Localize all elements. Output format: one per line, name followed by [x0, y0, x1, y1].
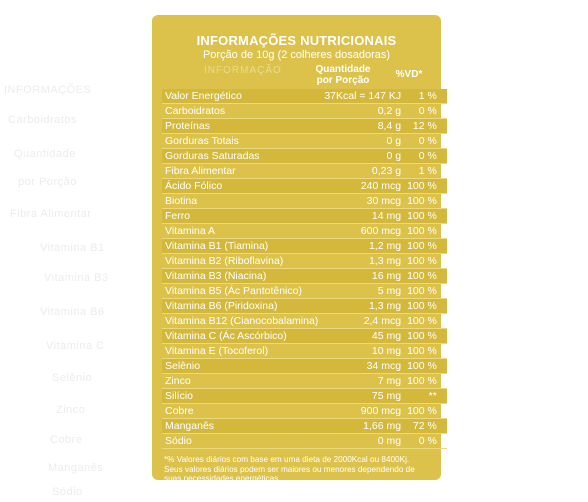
footnote: *% Valores diários com base em uma dieta de 2000Kcal ou 8400Kj. Seus valores diários podem ser maiores ou menores dependendo de suas necessidades energéticas.: [164, 455, 415, 483]
nutrient-quantity: 600 mcg: [360, 225, 402, 237]
nutrient-vd: 72 %: [404, 419, 447, 434]
table-row: [162, 134, 447, 149]
nutrient-quantity: 1,3 mg: [321, 299, 404, 314]
nutrient-name: Vitamina B3 (Niacina): [162, 269, 321, 284]
ghost-text: Carboidratos: [8, 114, 77, 126]
nutrient-name: Selênio: [162, 359, 321, 374]
table-row: [162, 89, 447, 104]
nutrient-quantity: 16 mg: [321, 269, 404, 284]
ghost-text: Sódio: [52, 486, 83, 498]
nutrient-quantity: 0 mg: [377, 435, 402, 447]
vd-column-header: %VD*: [395, 69, 423, 80]
table-row: [162, 224, 447, 239]
table-row: [162, 284, 447, 299]
nutrient-vd: **: [404, 389, 447, 404]
nutrient-vd: 100 %: [407, 285, 437, 297]
table-row: [162, 269, 447, 284]
nutrient-name: Proteínas: [162, 119, 321, 134]
nutrient-name: Silício: [162, 389, 321, 404]
nutrient-quantity: 14 mg: [321, 209, 404, 224]
nutrition-facts-panel: [152, 15, 441, 483]
nutrient-quantity: 0 g: [321, 149, 404, 164]
table-row: [162, 299, 447, 314]
nutrient-quantity: 1,66 mg: [321, 419, 404, 434]
nutrient-name: Fibra Alimentar: [165, 165, 236, 177]
nutrient-quantity: 5 mg: [377, 285, 402, 297]
ghost-text: Vitamina B1: [40, 242, 105, 254]
table-row: [162, 419, 447, 434]
nutrient-vd: 0 %: [418, 135, 437, 147]
ghost-text: por Porção: [18, 176, 77, 188]
nutrient-vd: 100 %: [407, 255, 437, 267]
nutrient-quantity: 75 mg: [321, 389, 404, 404]
nutrient-vd: 100 %: [407, 375, 437, 387]
nutrient-name: Zinco: [165, 375, 191, 387]
nutrient-vd: 100 %: [404, 359, 447, 374]
nutrient-vd: 100 %: [407, 225, 437, 237]
nutrient-name: Vitamina A: [165, 225, 216, 237]
ghost-text: Vitamina C: [46, 340, 105, 352]
table-row: [162, 434, 447, 449]
nutrient-name: Cobre: [165, 405, 194, 417]
table-row: [162, 374, 447, 389]
nutrient-vd: 100 %: [407, 405, 437, 417]
nutrient-name: Ácido Fólico: [162, 179, 321, 194]
nutrient-vd: 100 %: [407, 195, 437, 207]
nutrient-name: Vitamina B12 (Cianocobalamina): [165, 315, 319, 327]
table-row: [162, 164, 447, 179]
nutrient-vd: 100 %: [407, 315, 437, 327]
nutrient-quantity: 900 mcg: [360, 405, 402, 417]
table-row: [162, 389, 447, 404]
nutrient-name: Vitamina B2 (Riboflavina): [165, 255, 284, 267]
table-row: [162, 119, 447, 134]
nutrient-quantity: 1,2 mg: [321, 239, 404, 254]
nutrient-vd: 100 %: [404, 299, 447, 314]
table-row: [162, 404, 447, 419]
nutrient-name: Gorduras Totais: [165, 135, 239, 147]
ghost-text: Vitamina B6: [40, 306, 105, 318]
nutrient-quantity: 45 mg: [321, 329, 404, 344]
nutrient-vd: 12 %: [404, 119, 447, 134]
table-row: [162, 179, 447, 194]
nutrient-name: Vitamina B6 (Piridoxina): [162, 299, 321, 314]
table-row: [162, 209, 447, 224]
nutrient-vd: 1 %: [418, 165, 437, 177]
nutrient-quantity: 8,4 g: [321, 119, 404, 134]
ghost-text: INFORMAÇÕES: [4, 84, 92, 96]
table-header: [162, 63, 431, 89]
nutrient-vd: 0 %: [418, 435, 437, 447]
nutrient-name: Vitamina E (Tocoferol): [165, 345, 269, 357]
nutrient-vd: 100 %: [404, 329, 447, 344]
ghost-text: Manganês: [48, 462, 104, 474]
nutrient-quantity: 0 g: [386, 135, 402, 147]
ghost-text: Fibra Alimentar: [10, 208, 92, 220]
nutrient-name: Vitamina B5 (Ác Pantotênico): [165, 285, 302, 297]
nutrient-vd: 100 %: [404, 209, 447, 224]
serving-size: Porção de 10g (2 colheres dosadoras): [202, 49, 391, 61]
nutrient-quantity: 0,23 g: [371, 165, 402, 177]
nutrient-quantity: 34 mcg: [321, 359, 404, 374]
nutrient-quantity: 37Kcal = 147 KJ: [321, 89, 404, 104]
table-row: [162, 329, 447, 344]
nutrient-quantity: 0,2 g: [377, 105, 402, 117]
nutrient-name: Vitamina B1 (Tiamina): [162, 239, 321, 254]
ghost-text: Quantidade: [14, 148, 76, 160]
table-row: [162, 104, 447, 119]
table-row: [162, 239, 447, 254]
table-row: [162, 149, 447, 164]
nutrient-quantity: 2,4 mcg: [363, 315, 402, 327]
table-row: [162, 254, 447, 269]
nutrient-vd: 100 %: [407, 345, 437, 357]
nutrient-vd: 100 %: [404, 239, 447, 254]
nutrient-quantity: 1,3 mg: [368, 255, 402, 267]
nutrition-table: [162, 89, 447, 449]
nutrient-name: Carboidratos: [165, 105, 226, 117]
nutrient-name: Sódio: [165, 435, 192, 447]
nutrient-name: Vitamina C (Ác Ascórbico): [162, 329, 321, 344]
table-row: [162, 359, 447, 374]
nutrient-vd: 0 %: [418, 105, 437, 117]
nutrient-quantity: 10 mg: [371, 345, 402, 357]
quantity-column-header: Quantidade por Porção: [315, 64, 371, 86]
nutrient-name: Gorduras Saturadas: [162, 149, 321, 164]
nutrient-vd: 100 %: [404, 269, 447, 284]
nutrient-quantity: 30 mcg: [366, 195, 402, 207]
table-row: [162, 194, 447, 209]
nutrient-vd: 0 %: [404, 149, 447, 164]
nutrient-name: Manganês: [162, 419, 321, 434]
nutrient-quantity: 240 mcg: [321, 179, 404, 194]
faint-header-text: INFORMAÇÃO: [204, 65, 282, 76]
nutrient-vd: 1 %: [404, 89, 447, 104]
table-row: [162, 314, 447, 329]
ghost-text: Vitamina B3: [44, 272, 109, 284]
nutrient-name: Ferro: [162, 209, 321, 224]
ghost-text: Zinco: [56, 404, 86, 416]
nutrient-name: Biotina: [165, 195, 198, 207]
nutrient-quantity: 7 mg: [377, 375, 402, 387]
nutrient-vd: 100 %: [404, 179, 447, 194]
nutrient-name: Valor Energético: [162, 89, 321, 104]
ghost-text: Cobre: [50, 434, 83, 446]
ghost-text: Selênio: [52, 372, 93, 384]
panel-title: INFORMAÇÕES NUTRICIONAIS: [196, 33, 397, 48]
table-row: [162, 344, 447, 359]
